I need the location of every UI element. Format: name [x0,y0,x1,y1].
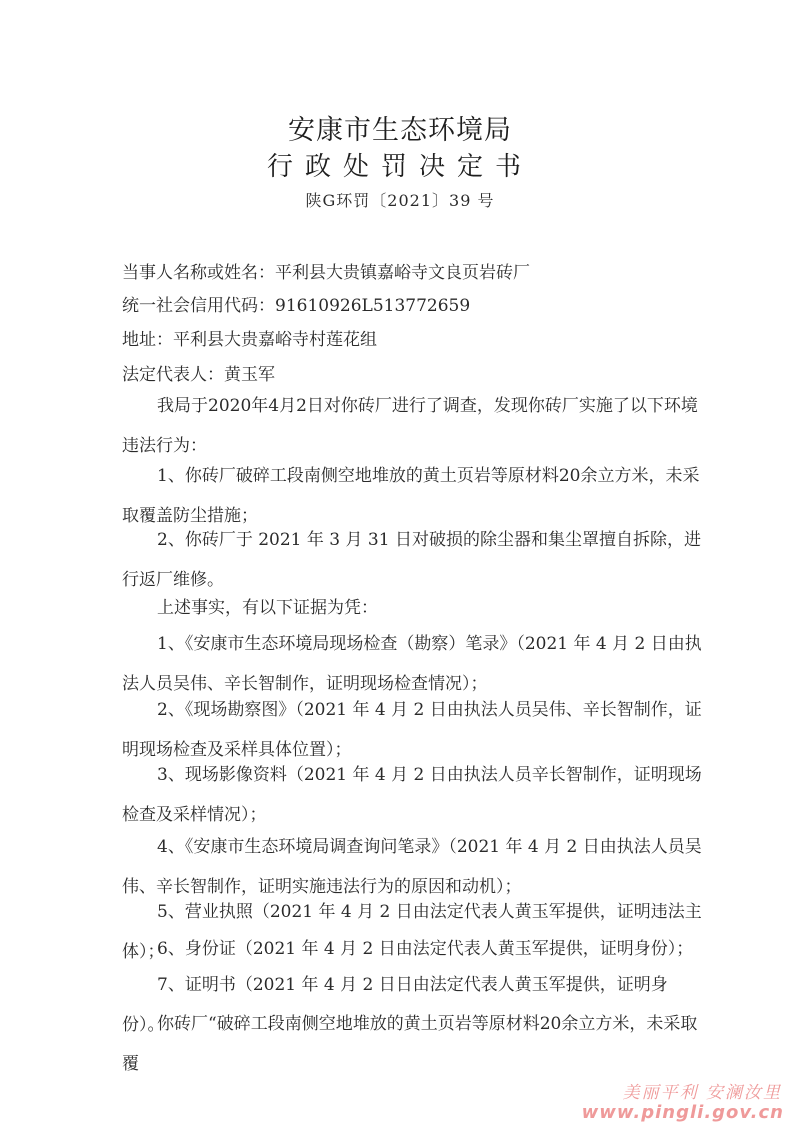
credit-code: 统一社会信用代码：91610926L513772659 [122,296,471,316]
closing-paragraph: 你砖厂“破碎工段南侧空地堆放的黄土页岩等原材料20余立方米，未采取覆 [122,1014,698,1074]
watermark-slogan: 美丽平利 安澜汝里 [622,1083,782,1103]
evidence-item: 3、现场影像资料（2021 年 4 月 2 日由执法人员辛长智制作，证明现场检查及采样情况）； [122,765,702,825]
evidence-item: 1、《安康市生态环境局现场检查（勘察）笔录》（2021 年 4 月 2 日由执法人员吴伟、辛长智制作，证明现场检查情况）； [122,634,702,694]
document-number: 陕G环罚〔2021〕39 号 [305,191,495,210]
party-name: 当事人名称或姓名：平利县大贵镇嘉峪寺文良页岩砖厂 [122,263,530,283]
party-address: 地址：平利县大贵嘉峪寺村莲花组 [122,330,377,350]
document-type-title: 行政处罚决定书 [266,152,533,182]
evidence-item: 4、《安康市生态环境局调查询问笔录》（2021 年 4 月 2 日由执法人员吴伟、辛长智制作，证明实施违法行为的原因和动机）； [122,837,702,897]
violation-item: 1、你砖厂破碎工段南侧空地堆放的黄土页岩等原材料20余立方米，未采取覆盖防尘措施； [122,466,700,526]
intro-paragraph: 我局于2020年4月2日对你砖厂进行了调查，发现你砖厂实施了以下环境违法行为： [122,396,698,456]
evidence-item: 6、身份证（2021 年 4 月 2 日由法定代表人黄玉军提供，证明身份）； [157,939,694,959]
evidence-intro: 上述事实，有以下证据为凭： [157,598,378,618]
watermark-url: www.pingli.gov.cn [581,1102,784,1123]
evidence-item: 2、《现场勘察图》（2021 年 4 月 2 日由执法人员吴伟、辛长智制作，证明现场检查及采样具体位置）； [122,700,702,760]
violation-item: 2、你砖厂于 2021 年 3 月 31 日对破损的除尘器和集尘罩擅自拆除，进行返厂维修。 [122,530,701,590]
evidence-item: 7、证明书（2021 年 4 月 2 日日由法定代表人黄玉军提供，证明身份）。 [122,975,668,1035]
agency-title: 安康市生态环境局 [288,115,512,146]
evidence-item: 5、营业执照（2021 年 4 月 2 日由法定代表人黄玉军提供，证明违法主体）； [122,902,702,962]
legal-representative: 法定代表人：黄玉军 [122,365,275,385]
